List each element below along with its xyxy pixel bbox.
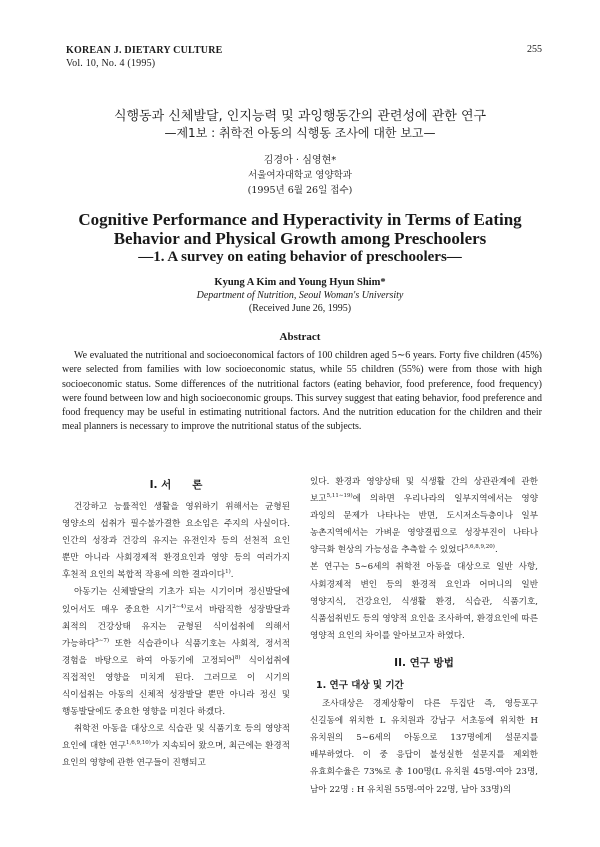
journal-name: KOREAN J. DIETARY CULTURE: [66, 45, 223, 56]
abstract-text: We evaluated the nutritional and socioeconomical factors of 100 children aged 5∼6 years. Forty five children (45%) were selected from families with low socioeconomic status, while 55 children (55%) were from those with high socioeconomic status. Some differences of the nutritional factors (eating behavior, food preference, food frequency) were found between low and high socioeconomic groups. This survey suggest that eating behavior, food preference and food frequency may be useful in estimating nutritional factors. And the nutrition education for the children and their meal planners is necessary to improve the nutritional status of the subjects.: [62, 350, 542, 433]
journal-header: [66, 44, 223, 70]
intro-paragraph-2: 아동기는 신체발달의 기초가 되는 시기이며 정신발달에 있어서도 매우 중요한 시기$^{2\sim 4)}$로서 바람직한 성장발달과 최적의 건강상태 유지는 균형된 식이섭취에 의해서 가능하다$^{5\sim 7)}$ 또한 식습관이나 식품기호는 사회적, 정서적 경험을 바탕으로 하여 아동기에 고정되어$^{8)}$ 식이섭취에 직접적인 영향을 미치게 된다. 그러므로 이 시기의 식이섭취는 아동의 신체적 성장발달 뿐만 아니라 정신 및 행동발달에도 중요한 영향을 미친다 하겠다.: [62, 587, 291, 718]
english-title-line1: Cognitive Performance and Hyperactivity in Terms of Eating: [78, 210, 522, 229]
intro-paragraph-3: 취학전 아동을 대상으로 식습관 및 식품기호 등의 영양적 요인에 대한 연구$^{1,6,9,10)}$가 지속되어 왔으며, 최근에는 환경적 요인의 영향에 관한 연구들이 진행되고: [62, 724, 291, 769]
english-department: Department of Nutrition, Seoul Woman's University: [196, 290, 404, 301]
left-column: [62, 477, 290, 773]
korean-subtitle: —제1보 : 취학전 아동의 식행동 조사에 대한 보고—: [164, 126, 436, 140]
korean-affiliation: 서울여자대학교 영양학과: [248, 170, 352, 181]
journal-volume: Vol. 10, No. 4 (1995): [66, 58, 156, 69]
english-title-line2: Behavior and Physical Growth among Preschoolers: [113, 229, 487, 248]
subsection-subjects-heading: 1. 연구 대상 및 기간: [316, 679, 404, 691]
korean-received-date: (1995년 6월 26일 접수): [247, 185, 353, 196]
intro-paragraph-1: 건강하고 능률적인 생활을 영위하기 위해서는 균형된 영양소의 섭취가 필수불가결한 요소임은 주지의 사실이다. 인간의 성장과 건강의 유지는 유전인자 등의 선천적 요인 뿐만 아니라 사회경제적 환경요인과 영양 등의 여러가지 후천적 요인의 복합적 작용에 의한 결과이다$^{1)}$.: [62, 502, 290, 581]
korean-authors: 김경아 · 심영현*: [263, 155, 337, 166]
korean-title: 식행동과 신체발달, 인지능력 및 과잉행동간의 관련성에 관한 연구: [113, 109, 487, 124]
right-column: [310, 474, 538, 799]
abstract-heading: Abstract: [279, 331, 321, 343]
methods-paragraph-1: 조사대상은 경제상황이 다른 두집단 즉, 영등포구 신길동에 위치한 L 유치원과 강남구 서초동에 위치한 H 유치원의 5∼6세의 아동으로 137명에게 설문지를 배부하였다. 이 중 응답이 불성실한 설문지를 제외한 유효회수율은 73%로 총 100명(L 유치원 45명-여아 23명, 남아 22명 : H 유치원 55명-여아 22명, 남아 33명)의: [310, 699, 538, 795]
intro-paragraph-3-continued: 있다. 환경과 영양상태 및 식생활 간의 상관관계에 관한 보고$^{5,11\sim 19)}$에 의하면 우리나라의 일부지역에서는 영양 과잉의 문제가 나타나는 반면, 도시저소득층이나 일부 농촌지역에서는 가벼운 영양결핍으로 성장부진이 나타나 양극화 현상의 가능성을 추측할 수 있었다$^{5,6,8,9,20)}$.: [310, 477, 538, 556]
page-number: 255: [527, 44, 542, 55]
english-authors: Kyung A Kim and Young Hyun Shim*: [214, 277, 386, 288]
section-introduction-heading: I. 서 론: [149, 479, 203, 491]
intro-paragraph-4: 본 연구는 5∼6세의 취학전 아동을 대상으로 일반 사항, 사회경제적 변인 등의 환경적 요인과 어머니의 일반 영양지식, 건강요인, 식생활 환경, 식습관, 식품기호, 식품섭취빈도 등의 영양적 요인을 조사하여, 환경요인에 따른 영양적 요인의 차이를 알아보고자 하였다.: [310, 562, 538, 641]
english-subtitle: —1. A survey on eating behavior of preschoolers—: [138, 249, 462, 265]
english-received-date: (Received June 26, 1995): [248, 303, 352, 314]
section-methods-heading: II. 연구 방법: [394, 656, 454, 669]
